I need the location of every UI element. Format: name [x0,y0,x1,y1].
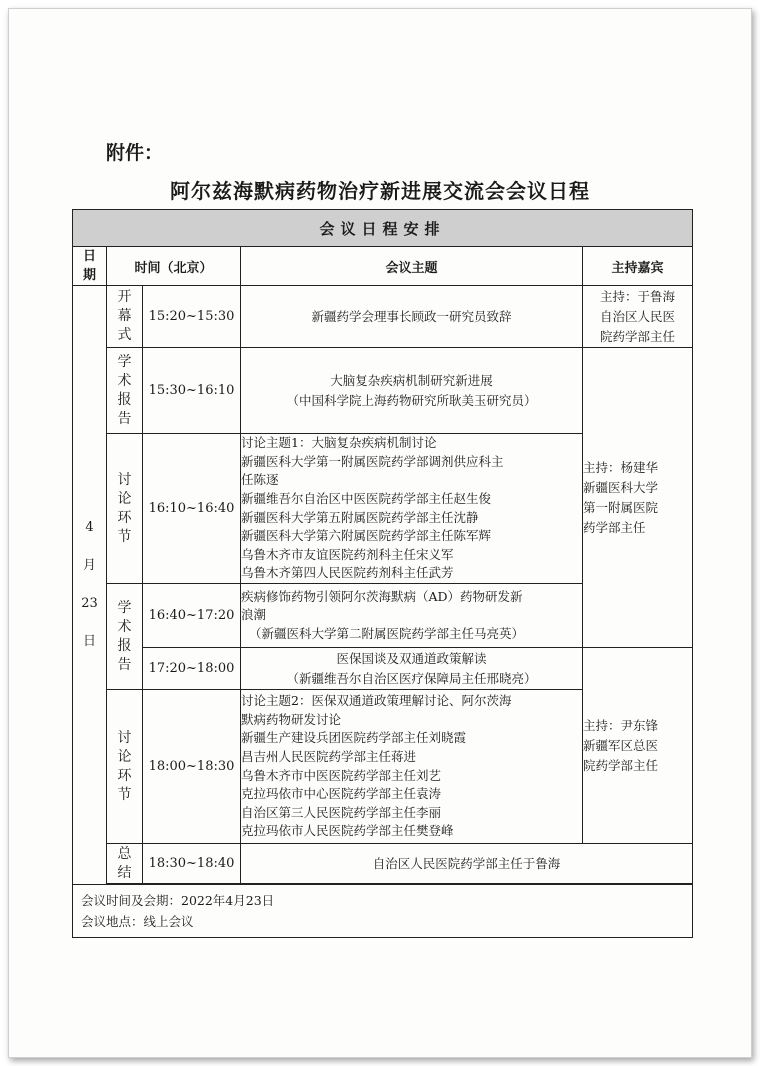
host-cell: 主持：尹东锋 新疆军区总医 院药学部主任 [583,648,693,844]
session-topic: 讨论主题2：医保双通道政策理解讨论、阿尔茨海 默病药物研发讨论 新疆生产建设兵团医院药学部主任刘晓霞 昌吉州人民医院药学部主任蒋进 乌鲁木齐市中医医院药学部主任刘艺 克拉玛依市中心医院药学部主任袁涛 自治区第三人民医院药学部主任李丽 克拉玛依市人民医院药学部主任樊登峰 [241,690,583,844]
schedule-table [72,209,693,938]
table-row [73,844,693,884]
meeting-place-line: 会议地点：线上会议 [81,914,194,929]
session-time: 16:40~17:20 [143,584,241,648]
session-topic: 疾病修饰药物引领阿尔茨海默病（AD）药物研发新 浪潮 （新疆医科大学第二附属医院药学部主任马亮英） [241,584,583,648]
session-time: 18:00~18:30 [143,690,241,844]
session-topic: 讨论主题1：大脑复杂疾病机制讨论 新疆医科大学第一附属医院药学部调剂供应科主 任陈逐 新疆维吾尔自治区中医医院药学部主任赵生俊 新疆医科大学第五附属医院药学部主任沈静 新疆医科大学第六附属医院药学部主任陈军辉 乌鲁木齐市友谊医院药剂科主任宋义军 乌鲁木齐第四人民医院药剂科主任武芳 [241,434,583,584]
table-row [73,286,693,348]
session-type: 讨 论 环 节 [107,434,143,584]
session-time: 17:20~18:00 [143,648,241,690]
document-title: 阿尔兹海默病药物治疗新进展交流会会议日程 [170,179,590,203]
date-cell: 4 月 23 日 [73,286,107,885]
session-time: 16:10~16:40 [143,434,241,584]
header-date: 日 期 [73,247,107,286]
header-time: 时间（北京） [107,247,241,286]
session-type: 学 术 报 告 [107,584,143,690]
header-host: 主持嘉宾 [583,247,693,286]
session-topic: 医保国谈及双通道政策解读 （新疆维吾尔自治区医疗保障局主任邢晓亮） [241,648,583,690]
session-time: 15:30~16:10 [143,348,241,434]
host-cell: 主持：于鲁海 自治区人民医 院药学部主任 [583,286,693,348]
table-row [73,648,693,690]
attachment-label: 附件： [106,142,164,164]
session-time: 18:30~18:40 [143,844,241,884]
session-type: 学 术 报 告 [107,348,143,434]
session-time: 15:20~15:30 [143,286,241,348]
header-topic: 会议主题 [241,247,583,286]
session-type: 开 幕 式 [107,286,143,348]
host-cell: 主持：杨建华 新疆医科大学 第一附属医院 药学部主任 [583,348,693,648]
session-type: 讨 论 环 节 [107,690,143,844]
session-topic: 新疆药学会理事长顾政一研究员致辞 [241,286,583,348]
meeting-info [73,885,693,938]
session-type: 总 结 [107,844,143,884]
meeting-time-line: 会议时间及会期：2022年4月23日 [81,893,275,908]
schedule-bar: 会议日程安排 [73,210,693,247]
session-topic: 自治区人民医院药学部主任于鲁海 [241,844,693,884]
table-row [73,348,693,434]
session-topic: 大脑复杂疾病机制研究新进展 （中国科学院上海药物研究所耿美玉研究员） [241,348,583,434]
